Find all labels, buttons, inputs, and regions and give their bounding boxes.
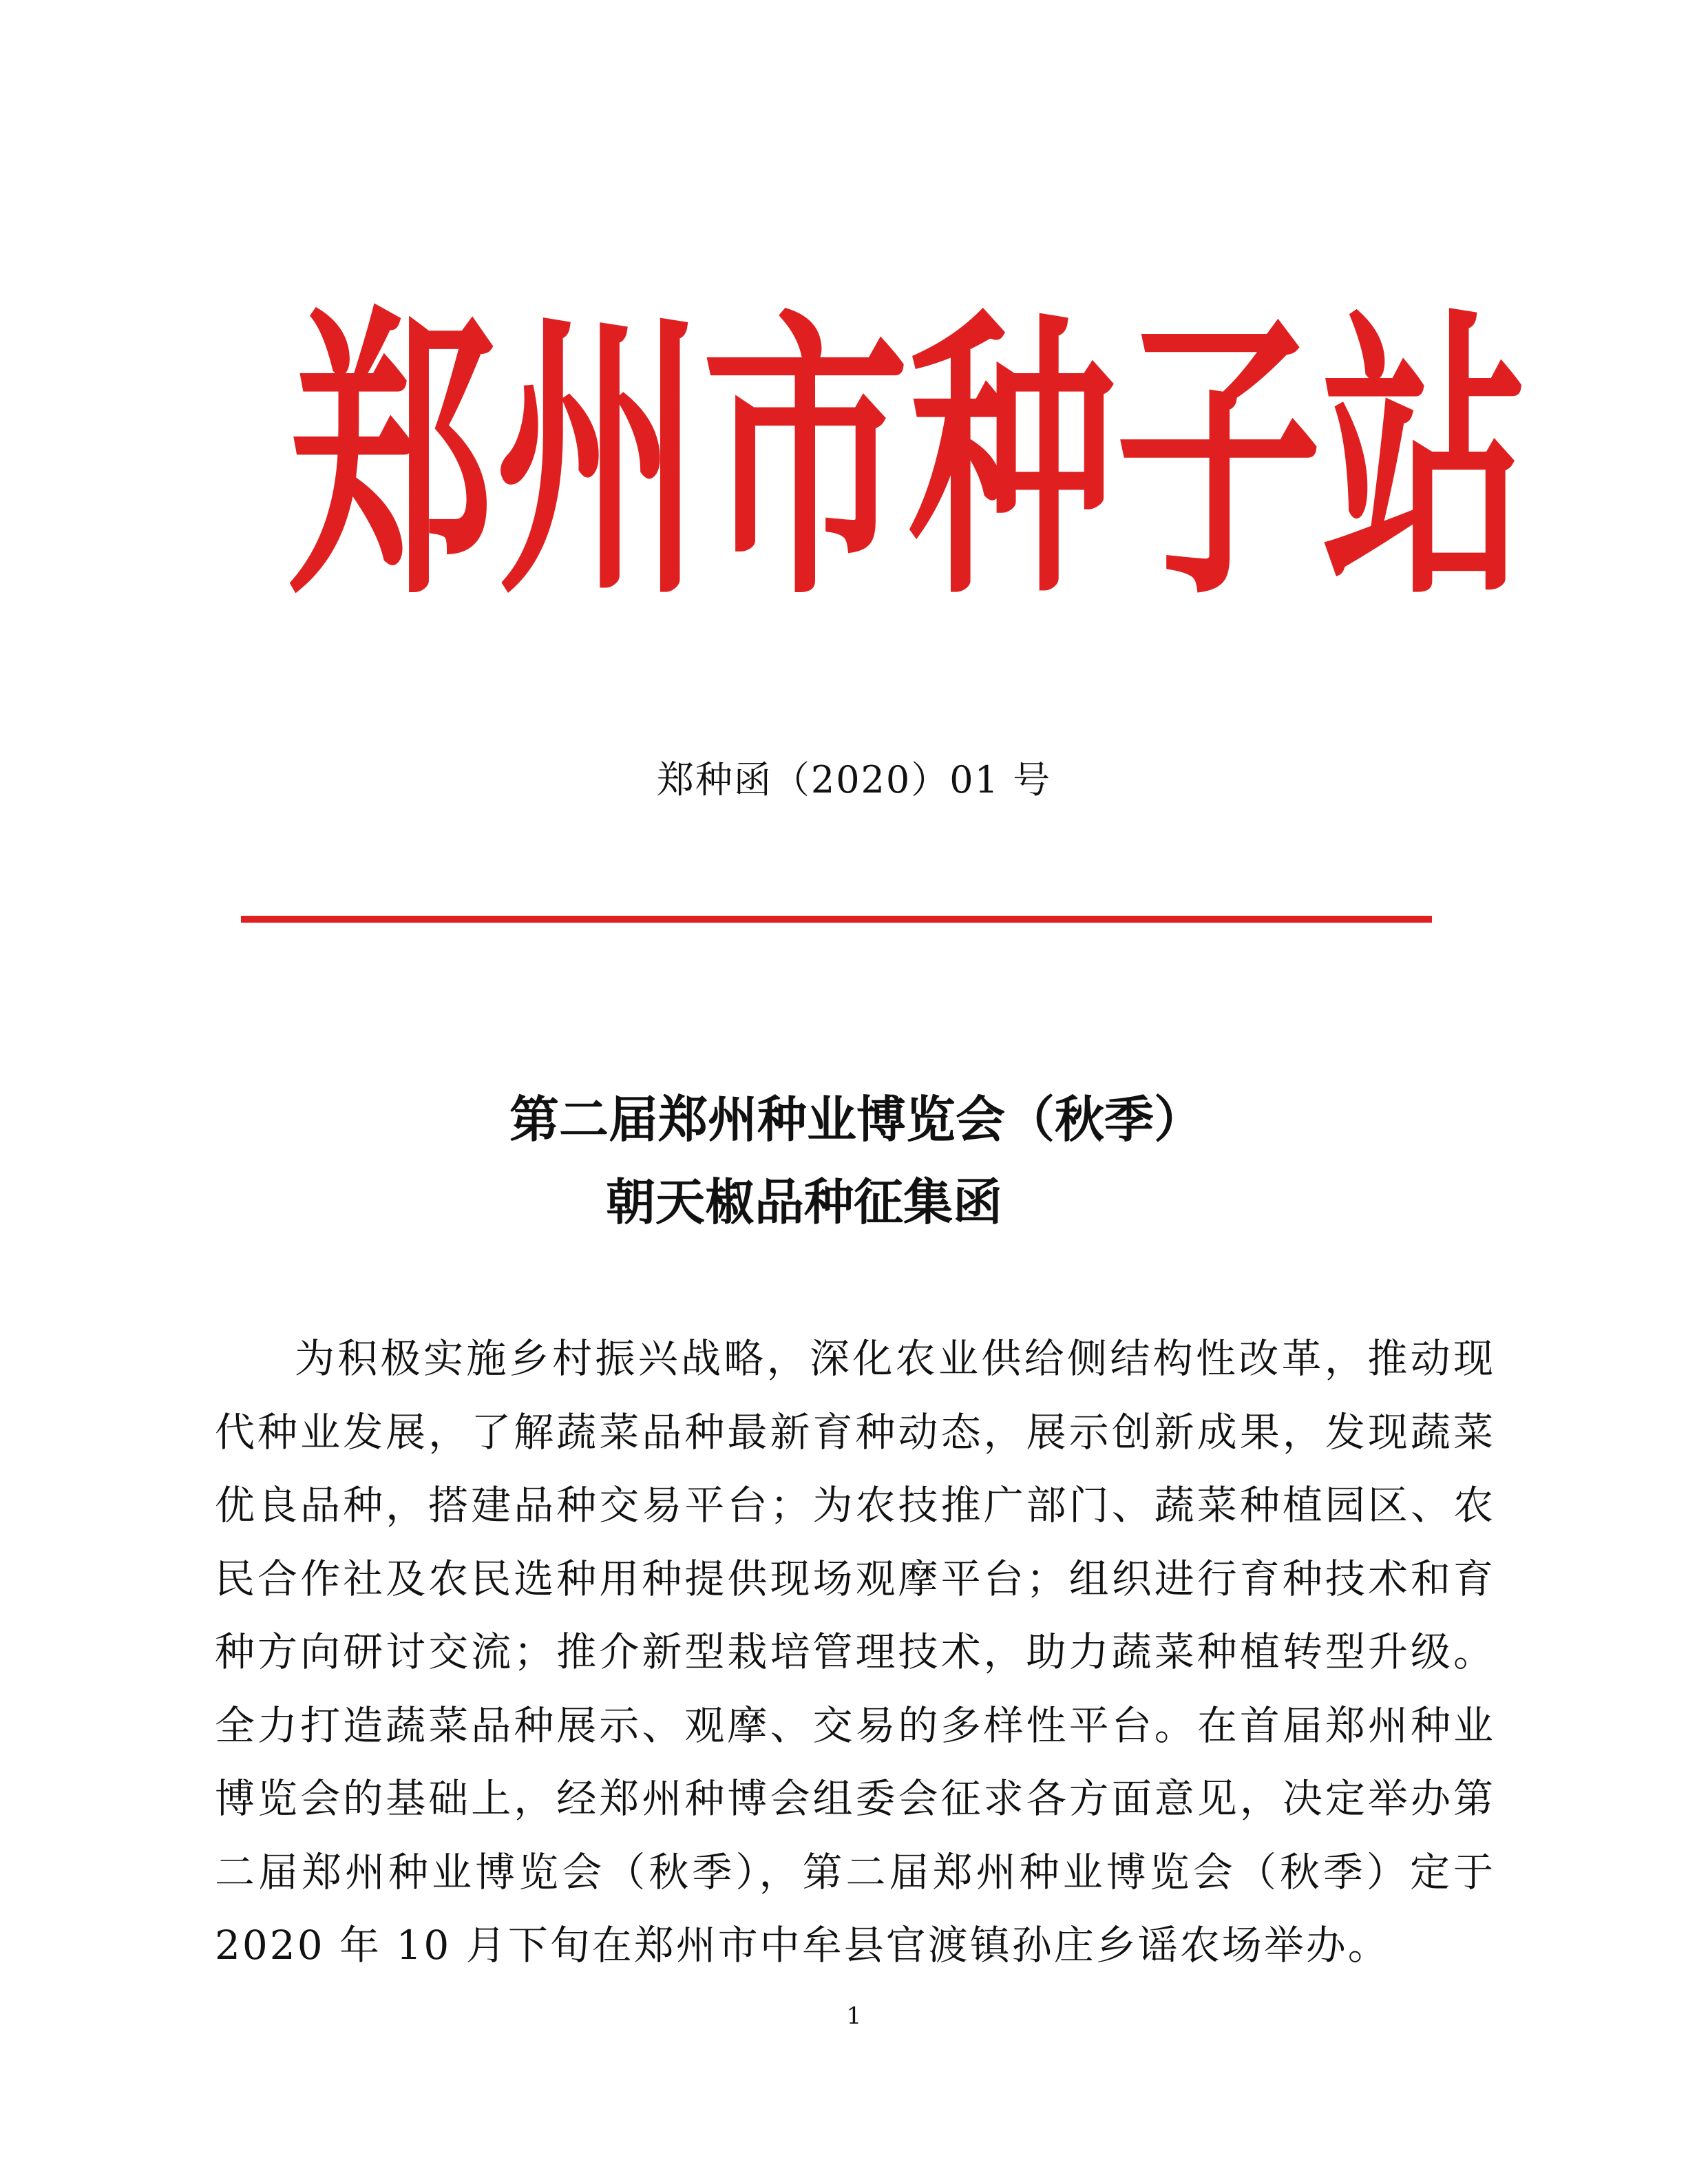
body-paragraph: 为积极实施乡村振兴战略，深化农业供给侧结构性改革，推动现代种业发展，了解蔬菜品种最新育种动态，展示创新成果，发现蔬菜优良品种，搭建品种交易平台；为农技推广部门、蔬菜种植园区、农民合作社及农民选种用种提供现场观摩平台；组织进行育种技术和育种方向研讨交流；推介新型栽培管理技术，助力蔬菜种植转型升级。全力打造蔬菜品种展示、观摩、交易的多样性平台。在首届郑州种业博览会的基础上，经郑州种博会组委会征求各方面意见，决定举办第二届郑州种业博览会（秋季），第二届郑州种业博览会（秋季）定于2020 年 10 月下旬在郑州市中牟县官渡镇孙庄乡谣农场举办。 [215, 1335, 1495, 1969]
masthead-char: 子 [1115, 286, 1322, 636]
document-title-line-2: 朝天椒品种征集函 [606, 1173, 1003, 1231]
document-number: 郑种函（2020）01 号 [656, 758, 1052, 801]
red-divider-rule [241, 916, 1432, 923]
masthead-issuer-name [289, 286, 1528, 636]
masthead-char: 种 [909, 286, 1115, 636]
masthead-char: 州 [496, 286, 702, 636]
page-number: 1 [846, 2002, 862, 2030]
masthead-char: 市 [702, 286, 909, 636]
document-title-line-1: 第二届郑州种业博览会（秋季） [509, 1091, 1204, 1148]
masthead-char: 郑 [289, 286, 496, 636]
masthead-char: 站 [1322, 286, 1528, 636]
